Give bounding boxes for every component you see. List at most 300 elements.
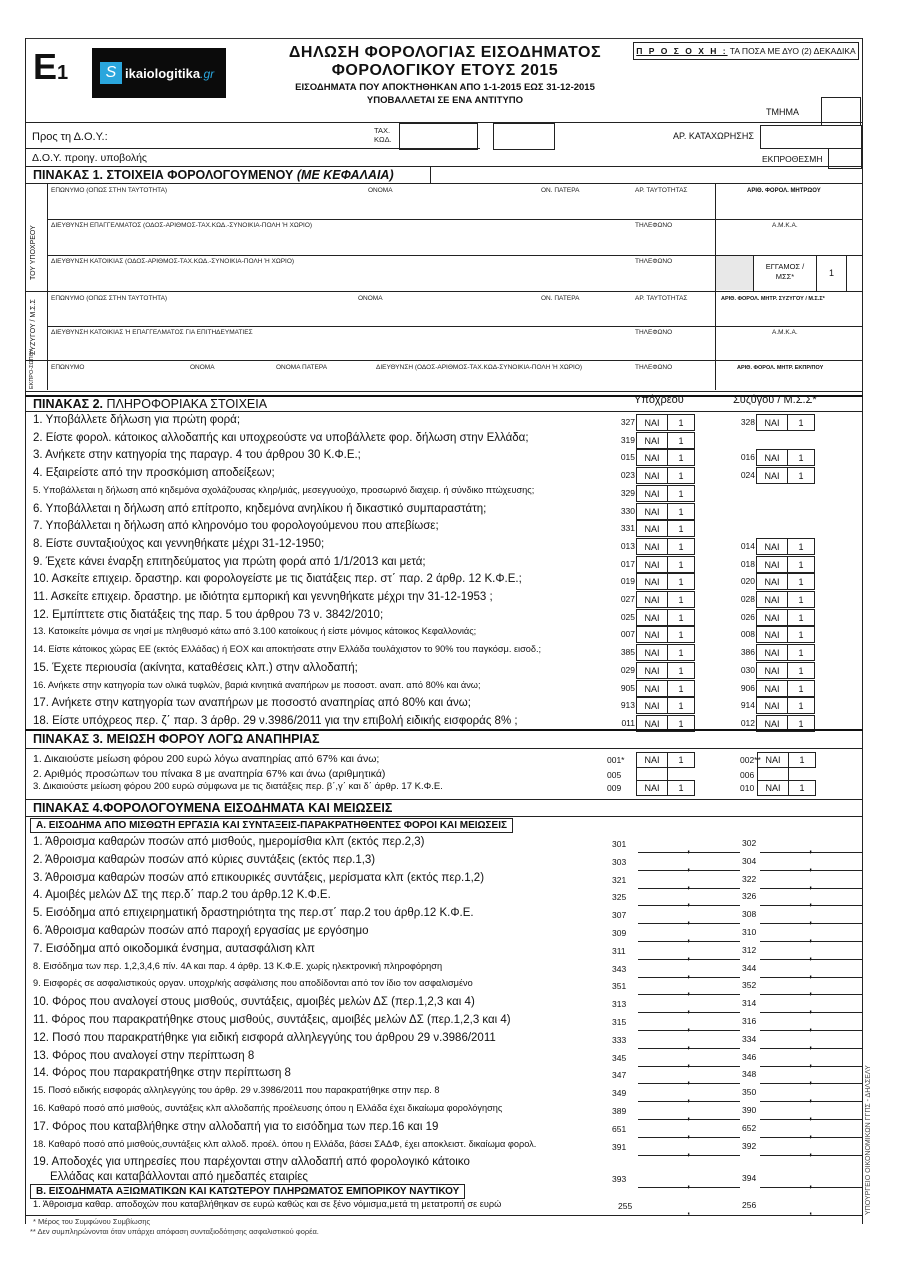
table2-answer-spouse[interactable]	[756, 644, 815, 661]
yes-label: ΝΑΙ	[637, 539, 668, 554]
rep-address-label: ΔΙΕΥΘΥΝΣΗ (ΟΔΟΣ-ΑΡΙΘΜΟΣ-ΤΑΧ.ΚΩΔ-ΣΥΝΟΙΚΙΑ-ΠΟΛΗ Ή ΧΩΡΙΟ)	[376, 364, 583, 371]
table2-answer-spouse[interactable]	[756, 414, 815, 431]
table4-amount-taxpayer[interactable]: ,	[638, 909, 740, 924]
form-subtitle-period: ΕΙΣΟΔΗΜΑΤΑ ΠΟΥ ΑΠΟΚΤΗΘΗΚΑΝ ΑΠΟ 1-1-2015 ΕΩΣ 31-12-2015	[295, 82, 595, 93]
table4-item: 8. Εισόδημα των περ. 1,2,3,4,6 πίν. 4Α και παρ. 4 άρθρ. 13 Κ.Φ.Ε. χωρίς ηλεκτρονική πληροφόρηση	[33, 961, 443, 971]
table4-spouse-code: 310	[742, 927, 757, 937]
yes-label: ΝΑΙ	[757, 557, 788, 572]
form-code: E1	[33, 46, 69, 87]
table2-question: 9. Έχετε κάνει έναρξη επιτηδεύματος για πρώτη φορά από 1/1/2013 και μετά;	[33, 556, 426, 568]
table4-amount-taxpayer[interactable]: ,	[638, 1034, 740, 1049]
table2-answer-taxpayer[interactable]	[636, 449, 695, 466]
table4-spouse-code: 352	[742, 980, 757, 990]
table2-answer-spouse[interactable]	[756, 626, 815, 643]
answer-value[interactable]: 1	[798, 683, 804, 694]
table2-answer-taxpayer[interactable]	[636, 591, 695, 608]
yes-label: ΝΑΙ	[637, 627, 668, 642]
yes-label: ΝΑΙ	[637, 574, 668, 589]
taxpayer-amka-field[interactable]	[716, 230, 861, 254]
tk-label: ΤΑΧ. ΚΩΔ.	[374, 126, 392, 144]
table2-answer-taxpayer[interactable]	[636, 697, 695, 714]
table2-answer-spouse[interactable]	[756, 697, 815, 714]
table4-amount-spouse[interactable]: ,	[760, 1069, 862, 1084]
yes-label: ΝΑΙ	[757, 716, 788, 731]
table4-amount-taxpayer[interactable]: ,	[638, 980, 740, 995]
answer-value[interactable]: 1	[798, 665, 804, 676]
answer-value[interactable]: 1	[798, 594, 804, 605]
table4-amount-spouse[interactable]: ,	[760, 1105, 862, 1120]
table4-amount-taxpayer[interactable]: ,	[638, 891, 740, 906]
rep-surname-label: ΕΠΩΝΥΜΟ	[51, 364, 85, 371]
table4-code: 343	[612, 964, 627, 974]
table4-amount-spouse[interactable]: ,	[760, 1052, 862, 1067]
form-outer-top-border	[25, 38, 863, 39]
answer-value[interactable]: 1	[798, 647, 804, 658]
table4-code: 347	[612, 1070, 627, 1080]
table4-amount-spouse[interactable]: ,	[760, 1087, 862, 1102]
answer-value[interactable]: 1	[798, 559, 804, 570]
table4-amount-spouse[interactable]: ,	[760, 945, 862, 960]
rep-afm-field[interactable]	[716, 373, 861, 390]
yes-label: ΝΑΙ	[757, 645, 788, 660]
table4-item: 5. Εισόδημα από επιχειρηματική δραστηριότητα της περ.στ΄ παρ.2 του άρθρ.12 Κ.Φ.Ε.	[33, 907, 474, 919]
table2-spouse-code: 014	[740, 541, 755, 551]
yes-label: ΝΑΙ	[637, 753, 668, 767]
table3-answer-taxpayer[interactable]	[636, 752, 695, 768]
previous-doy-label: Δ.Ο.Υ. προηγ. υποβολής	[32, 152, 147, 164]
table4-section-a: Α. ΕΙΣΟΔΗΜΑ ΑΠΟ ΜΙΣΘΩΤΗ ΕΡΓΑΣΙΑ ΚΑΙ ΣΥΝΤΑΞΕΙΣ-ΠΑΡΑΚΡΑΤΗΘΕΝΤΕΣ ΦΟΡΟΙ ΚΑΙ ΜΕΙΩΣΕΙΣ	[30, 818, 513, 833]
table2-code: 331	[620, 523, 635, 533]
table2-question: 10. Ασκείτε επιχειρ. δραστηρ. και φορολογείστε με τις διατάξεις περ. στ΄ παρ. 2 άρθρ. 12 Κ.Φ.Ε.;	[33, 573, 522, 585]
table2-answer-taxpayer[interactable]	[636, 644, 695, 661]
table3-answer-taxpayer[interactable]	[636, 780, 695, 796]
table2-answer-spouse[interactable]	[756, 609, 815, 626]
form-title: ΔΗΛΩΣΗ ΦΟΡΟΛΟΓΙΑΣ ΕΙΣΟΔΗΜΑΤΟΣ	[288, 44, 602, 61]
table4-section-b: Β. ΕΙΣΟΔΗΜΑΤΑ ΑΞΙΩΜΑΤΙΚΩΝ ΚΑΙ ΚΑΤΩΤΕΡΟΥ ΠΛΗΡΩΜΑΤΟΣ ΕΜΠΟΡΙΚΟΥ ΝΑΥΤΙΚΟΥ	[30, 1184, 465, 1199]
table4-amount-taxpayer[interactable]: ,	[638, 874, 740, 889]
answer-value[interactable]: 1	[678, 470, 684, 481]
table4-amount-taxpayer[interactable]: ,	[638, 1141, 740, 1156]
table2-code: 013	[620, 541, 635, 551]
table4-code: 651	[612, 1124, 627, 1134]
rep-name-label: ΟΝΟΜΑ	[190, 364, 215, 371]
answer-value[interactable]: 1	[798, 612, 804, 623]
form-subtitle-copies: ΥΠΟΒΑΛΛΕΤΑΙ ΣΕ ΕΝΑ ΑΝΤΙΤΥΠΟ	[366, 95, 524, 106]
yes-label: ΝΑΙ	[637, 521, 668, 536]
answer-value[interactable]: 1	[678, 488, 684, 499]
yes-label: ΝΑΙ	[637, 681, 668, 696]
table4-item: 17. Φόρος που καταβλήθηκε στην αλλοδαπή για το εισόδημα των περ.16 και 19	[33, 1121, 439, 1133]
rep-afm-label: ΑΡΙΘ. ΦΟΡΟΛ. ΜΗΤΡ. ΕΚΠΡ/ΠΟΥ	[737, 365, 824, 371]
taxpayer-phone-label: ΤΗΛΕΦΩΝΟ	[635, 222, 673, 229]
yes-label: ΝΑΙ	[637, 592, 668, 607]
yes-label: ΝΑΙ	[637, 415, 668, 430]
spouse-name-label: ΟΝΟΜΑ	[358, 295, 383, 302]
table2-question: 14. Είστε κάτοικος χώρας ΕΕ (εκτός Ελλάδας) ή ΕΟΧ και αποκτήσατε στην Ελλάδα τουλάχιστον το 90% του παγκόσμ. εισοδ.;	[33, 644, 542, 654]
table2-question: 2. Είστε φορολ. κάτοικος αλλοδαπής και υποχρεούστε να υποβάλλετε φορ. δήλωση στην Ελλάδα;	[33, 432, 529, 444]
table4-code: 391	[612, 1142, 627, 1152]
table2-code: 017	[620, 559, 635, 569]
table4-spouse-code: 322	[742, 874, 757, 884]
table2-question: 8. Είστε συνταξιούχος και γεννηθήκατε μέχρι 31-12-1950;	[33, 538, 325, 550]
table2-spouse-code: 906	[740, 683, 755, 693]
married-divider	[846, 255, 847, 291]
table4-amount-taxpayer[interactable]: ,	[638, 1105, 740, 1120]
table4-spouse-code: 308	[742, 909, 757, 919]
spouse-surname-field[interactable]	[48, 304, 714, 325]
table2-question: 3. Ανήκετε στην κατηγορία της παραγρ. 4 του άρθρου 30 Κ.Φ.Ε.;	[33, 449, 361, 461]
table2-question: 17. Ανήκετε στην κατηγορία των αναπήρων με ποσοστό αναπηρίας από 80% και άνω;	[33, 697, 471, 709]
table4-spouse-code: 334	[742, 1034, 757, 1044]
taxpayer-father-label: ΟΝ. ΠΑΤΕΡΑ	[541, 187, 580, 194]
table2-answer-taxpayer[interactable]	[636, 414, 695, 431]
taxpayer-home-address-field[interactable]	[48, 266, 628, 290]
table2-answer-taxpayer[interactable]	[636, 467, 695, 484]
table4-amount-spouse[interactable]: ,	[760, 963, 862, 978]
table2-answer-taxpayer[interactable]	[636, 662, 695, 679]
table4-code: 307	[612, 910, 627, 920]
table2-question: 13. Κατοικείτε μόνιμα σε νησί με πληθυσμό κάτω από 3.100 κατοίκους ή είστε μόνιμος κάτοικος Κεφαλλονιάς;	[33, 626, 477, 636]
taxpayer-surname-field[interactable]	[48, 196, 714, 219]
table4-amount-spouse[interactable]: ,	[760, 1034, 862, 1049]
answer-value[interactable]	[789, 768, 815, 780]
table4-amount-taxpayer[interactable]: ,	[638, 927, 740, 942]
table2-answer-taxpayer[interactable]	[636, 538, 695, 555]
registration-number-field[interactable]	[760, 125, 862, 149]
answer-value[interactable]: 1	[799, 755, 805, 765]
answer-value[interactable]: 1	[798, 417, 804, 428]
table2-answer-taxpayer[interactable]	[636, 432, 695, 449]
table4-amount-spouse[interactable]: ,	[760, 1141, 862, 1156]
table4-amount-spouse[interactable]: ,	[760, 998, 862, 1013]
table2-header-underline	[25, 411, 863, 412]
answer-value[interactable]: 1	[678, 612, 684, 623]
table4-amount-spouse[interactable]: ,	[760, 927, 862, 942]
yes-label: ΝΑΙ	[757, 468, 788, 483]
yes-label: ΝΑΙ	[637, 504, 668, 519]
yes-label: ΝΑΙ	[757, 698, 788, 713]
table4-item: 1. Άθροισμα καθαρών ποσών από μισθούς, ημερομίσθια κλπ (εκτός περ.2,3)	[33, 836, 425, 848]
taxpayer-phone2-label: ΤΗΛΕΦΩΝΟ	[635, 258, 673, 265]
table2-answer-spouse[interactable]	[756, 556, 815, 573]
table4-amount-taxpayer[interactable]: ,	[638, 1173, 740, 1188]
yes-label: ΝΑΙ	[757, 574, 788, 589]
table4-amount-taxpayer[interactable]: ,	[638, 998, 740, 1013]
answer-value[interactable]: 1	[799, 783, 805, 793]
table4-code: 349	[612, 1088, 627, 1098]
table4-amount-spouse[interactable]: ,	[760, 891, 862, 906]
table2-answer-taxpayer[interactable]	[636, 520, 695, 537]
decimals-notice: Π Ρ Ο Σ Ο Χ Η : ΤΑ ΠΟΣΑ ΜΕ ΔΥΟ (2) ΔΕΚΑΔΙΚΑ	[633, 42, 859, 60]
table2-code: 023	[620, 470, 635, 480]
table4-code: 321	[612, 875, 627, 885]
table3-question: 3. Δικαιούστε μείωση φόρου 200 ευρώ σύμφωνα με τις διατάξεις περ. β΄,γ΄ και δ΄ άρθρ. 17 Κ.Φ.Ε.	[33, 781, 443, 792]
table2-answer-taxpayer[interactable]	[636, 609, 695, 626]
answer-value[interactable]: 1	[678, 700, 684, 711]
table4-b-amount-taxpayer[interactable]: ,	[687, 1206, 690, 1217]
spouse-address-label: ΔΙΕΥΘΥΝΣΗ ΚΑΤΟΙΚΙΑΣ Ή ΕΠΑΓΓΕΛΜΑΤΟΣ ΓΙΑ ΕΠΙΤΗΔΕΥΜΑΤΙΕΣ	[51, 329, 253, 336]
rep-details-field[interactable]	[48, 373, 714, 390]
table4-code: 345	[612, 1053, 627, 1063]
answer-value[interactable]	[668, 768, 694, 780]
table2-spouse-code: 028	[740, 594, 755, 604]
yes-label: ΝΑΙ	[637, 557, 668, 572]
taxpayer-business-address-field[interactable]	[48, 230, 628, 254]
table4-code: 351	[612, 981, 627, 991]
table3-answer-spouse[interactable]	[757, 780, 816, 796]
table4-b-item: 1. Άθροισμα καθαρ. αποδοχών που καταβλήθηκαν σε ευρώ καθώς και σε ξένο νόμισμα,μετά τη μετατροπή σε ευρώ	[33, 1199, 502, 1209]
table4-amount-spouse[interactable]: ,	[760, 1173, 862, 1188]
answer-value[interactable]: 1	[678, 541, 684, 552]
table2-spouse-code: 008	[740, 629, 755, 639]
table2-answer-taxpayer[interactable]	[636, 680, 695, 697]
table3-spouse-code: 010	[740, 783, 755, 793]
table4-code: 315	[612, 1017, 627, 1027]
table4-spouse-code: 652	[742, 1123, 757, 1133]
table4-b-amount-spouse[interactable]: ,	[809, 1206, 812, 1217]
married-shaded-cell	[716, 256, 753, 290]
rep-father-label: ΟΝΟΜΑ ΠΑΤΕΡΑ	[276, 364, 328, 371]
table2-code: 027	[620, 594, 635, 604]
table2-spouse-code: 018	[740, 559, 755, 569]
table4-spouse-code: 348	[742, 1069, 757, 1079]
table2-spouse-code: 328	[740, 417, 755, 427]
table4-amount-taxpayer[interactable]: ,	[638, 838, 740, 853]
answer-value[interactable]: 1	[678, 452, 684, 463]
table2-answer-taxpayer[interactable]	[636, 626, 695, 643]
table4-spouse-code: 344	[742, 963, 757, 973]
section-divider	[25, 391, 863, 392]
table2-code: 330	[620, 506, 635, 516]
table2-question: 7. Υποβάλλεται η δήλωση από κληρονόμο του φορολογούμενου που απεβίωσε;	[33, 520, 439, 532]
table2-title: ΠΙΝΑΚΑΣ 2. ΠΛΗΡΟΦΟΡΙΑΚΑ ΣΤΟΙΧΕΙΑ	[33, 397, 268, 411]
table4-spouse-code: 302	[742, 838, 757, 848]
spouse-father-label: ΟΝ. ΠΑΤΕΡΑ	[541, 295, 580, 302]
tk-field-2[interactable]	[493, 123, 555, 150]
row-divider	[47, 326, 862, 327]
table2-question: 16. Ανήκετε στην κατηγορία των ολικά τυφλών, βαριά κινητικά αναπήρων με ποσοστ. αναπ. από 80% και άνω;	[33, 680, 481, 690]
table4-item: 12. Ποσό που παρακρατήθηκε για ειδική εισφορά αλληλεγγύης του άρθρου 29 ν.3986/2011	[33, 1032, 496, 1044]
taxpayer-id-label: ΑΡ. ΤΑΥΤΟΤΗΤΑΣ	[635, 187, 688, 194]
table4-amount-spouse[interactable]: ,	[760, 1123, 862, 1138]
table4-item: 19. Αποδοχές για υπηρεσίες που παρέχονται στην αλλοδαπή από φορολογικό κάτοικο	[33, 1156, 470, 1168]
yes-label: ΝΑΙ	[757, 415, 788, 430]
answer-value[interactable]: 1	[678, 594, 684, 605]
table4-b-spouse-code: 256	[742, 1200, 757, 1210]
table4-item: 3. Άθροισμα καθαρών ποσών από επικουρικές συντάξεις, μερίσματα κλπ (εκτός περ.1,2)	[33, 872, 485, 884]
table2-code: 385	[620, 647, 635, 657]
table4-item: 10. Φόρος που αναλογεί στους μισθούς, συντάξεις, αμοιβές μελών ΔΣ (περ.1,2,3 και 4)	[33, 996, 475, 1008]
table3-code: 009	[607, 783, 622, 793]
spouse-afm-label: ΑΡΙΘ. ΦΟΡΟΛ. ΜΗΤΡ. ΣΥΖΥΓΟΥ / Μ.Σ.Σ*	[721, 296, 825, 302]
table2-answer-taxpayer[interactable]	[636, 503, 695, 520]
table4-spouse-code: 390	[742, 1105, 757, 1115]
tk-field-1[interactable]	[399, 123, 478, 150]
table4-spouse-code: 312	[742, 945, 757, 955]
answer-value[interactable]: 1	[798, 470, 804, 481]
table1-title-box-right	[430, 167, 431, 184]
answer-value[interactable]: 1	[678, 783, 684, 793]
table2-col-spouse: Συζύγου / Μ.Σ.Σ*	[733, 394, 817, 406]
table4-amount-taxpayer[interactable]: ,	[638, 963, 740, 978]
answer-value[interactable]: 1	[798, 629, 804, 640]
answer-value[interactable]: 1	[798, 700, 804, 711]
yes-label: ΝΑΙ	[637, 698, 668, 713]
table2-answer-taxpayer[interactable]	[636, 556, 695, 573]
answer-value[interactable]: 1	[678, 647, 684, 658]
table4-spouse-code: 346	[742, 1052, 757, 1062]
yes-label: ΝΑΙ	[757, 592, 788, 607]
table4-amount-taxpayer[interactable]: ,	[638, 1069, 740, 1084]
spouse-address-field[interactable]	[48, 337, 628, 359]
answer-value[interactable]: 1	[798, 452, 804, 463]
table2-answer-taxpayer[interactable]	[636, 485, 695, 502]
table2-code: 319	[620, 435, 635, 445]
table4-spouse-code: 350	[742, 1087, 757, 1097]
yes-label	[637, 768, 668, 780]
table4-title: ΠΙΝΑΚΑΣ 4.ΦΟΡΟΛΟΓΟΥΜΕΝΑ ΕΙΣΟΔΗΜΑΤΑ ΚΑΙ ΜΕΙΩΣΕΙΣ	[33, 801, 393, 815]
table4-header-underline	[25, 816, 863, 817]
table4-item: 16. Καθαρό ποσό από μισθούς, συντάξεις κλπ αλλοδαπής προέλευσης όπου η Ελλάδα έχει δικαίωμα φορολόγησης	[33, 1103, 503, 1113]
table4-amount-taxpayer[interactable]: ,	[638, 1123, 740, 1138]
table2-question: 18. Είστε υπόχρεος περ. ζ΄ παρ. 3 άρθρ. 29 ν.3986/2011 για την επιβολή ειδικής εισφοράς 8% ;	[33, 715, 518, 727]
table4-item: 13. Φόρος που αναλογεί στην περίπτωση 8	[33, 1050, 255, 1062]
answer-value[interactable]: 1	[678, 559, 684, 570]
answer-value[interactable]: 1	[678, 683, 684, 694]
table2-question: 5. Υποβάλλεται η δήλωση από κηδεμόνα σχολάζουσας κληρ/μιάς, μεσεγγυούχο, προσωρινό διαχειρ. ή σύνδικο πτώχευσης;	[33, 485, 535, 495]
table2-answer-spouse[interactable]	[756, 680, 815, 697]
prev-doy-underline	[25, 166, 863, 167]
table4-amount-spouse[interactable]: ,	[760, 874, 862, 889]
footnote-2: ** Δεν συμπληρώνονται όταν υπάρχει απόφαση συνταξιοδότησης ασφαλιστικού φορέα.	[30, 1227, 319, 1236]
side-label-representative: ΕΚΠΡΟ-ΣΩΠΟΥ	[29, 348, 35, 389]
yes-label: ΝΑΙ	[637, 450, 668, 465]
yes-label: ΝΑΙ	[637, 433, 668, 448]
table4-item: 4. Αμοιβές μελών ΔΣ της περ.δ΄ παρ.2 του άρθρ.12 Κ.Φ.Ε.	[33, 889, 331, 901]
spouse-phone-label: ΤΗΛΕΦΩΝΟ	[635, 329, 673, 336]
table4-item-cont: Ελλάδας και καταβάλλονται από ημεδαπές εταιρίες	[50, 1171, 308, 1183]
table3-answer-spouse[interactable]	[757, 752, 816, 768]
table4-amount-spouse[interactable]: ,	[760, 909, 862, 924]
table4-amount-taxpayer[interactable]: ,	[638, 1052, 740, 1067]
table1-title: ΠΙΝΑΚΑΣ 1. ΣΤΟΙΧΕΙΑ ΦΟΡΟΛΟΓΟΥΜΕΝΟΥ (ΜΕ ΚΕΦΑΛΑΙΑ)	[33, 168, 394, 182]
yes-label: ΝΑΙ	[757, 627, 788, 642]
table2-answer-spouse[interactable]	[756, 449, 815, 466]
rep-phone-label: ΤΗΛΕΦΩΝΟ	[635, 364, 673, 371]
table2-code: 327	[620, 417, 635, 427]
table2-question: 12. Εμπίπτετε στις διατάξεις της παρ. 5 του άρθρου 73 ν. 3842/2010;	[33, 609, 384, 621]
answer-value[interactable]: 1	[798, 576, 804, 587]
logo	[92, 48, 226, 98]
tmima-label: ΤΜΗΜΑ	[766, 107, 799, 117]
table4-spouse-code: 304	[742, 856, 757, 866]
table3-question: 2. Αριθμός προσώπων του πίνακα 8 με αναπηρία 67% και άνω (αριθμητικά)	[33, 768, 386, 780]
table2-code: 029	[620, 665, 635, 675]
table3-spouse-code: 002**	[740, 755, 761, 765]
table2-code: 329	[620, 488, 635, 498]
answer-value[interactable]: 1	[678, 718, 684, 729]
table2-code: 905	[620, 683, 635, 693]
table4-item: 18. Καθαρό ποσό από μισθούς,συντάξεις κλπ αλλοδ. προέλ. όπου η Ελλάδα, βάσει ΣΑΔΦ, έχει αποκλειστ. δικαίωμα φορολ.	[33, 1139, 537, 1149]
logo-text: ikaiologitika.gr	[125, 65, 215, 81]
table3-answer-spouse[interactable]	[757, 767, 815, 781]
table4-spouse-code: 316	[742, 1016, 757, 1026]
answer-value[interactable]: 1	[678, 576, 684, 587]
section-divider	[25, 360, 863, 361]
table3-header-underline	[25, 748, 863, 749]
footnote-1: * Μέρος του Συμφώνου Συμβίωσης	[33, 1217, 151, 1226]
table4-amount-spouse[interactable]: ,	[760, 838, 862, 853]
married-label: ΕΓΓΑΜΟΣ / ΜΣΣ*	[765, 262, 805, 281]
taxpayer-amka-label: Α.Μ.Κ.Α.	[772, 222, 798, 229]
table2-spouse-code: 012	[740, 718, 755, 728]
table3-question: 1. Δικαιούστε μείωση φόρου 200 ευρώ λόγω αναπηρίας από 67% και άνω;	[33, 753, 380, 765]
table2-answer-spouse[interactable]	[756, 591, 815, 608]
table2-answer-spouse[interactable]	[756, 573, 815, 590]
answer-value[interactable]: 1	[678, 629, 684, 640]
spouse-amka-field[interactable]	[716, 337, 861, 359]
table4-amount-spouse[interactable]: ,	[760, 980, 862, 995]
answer-value[interactable]: 1	[678, 417, 684, 428]
yes-label: ΝΑΙ	[757, 663, 788, 678]
married-value[interactable]: 1	[828, 268, 834, 278]
spouse-afm-field[interactable]	[716, 304, 861, 325]
row-divider	[47, 219, 862, 220]
table3-spouse-code: 006	[740, 770, 755, 780]
answer-value[interactable]: 1	[798, 541, 804, 552]
table4-item: 9. Εισφορές σε ασφαλιστικούς οργαν. υποχρ/κής ασφάλισης που αποδίδονται από τον ίδιο τον ασφαλισμένο	[33, 978, 473, 988]
yes-label: ΝΑΙ	[637, 781, 668, 795]
answer-value[interactable]: 1	[678, 506, 684, 517]
doy-label: Προς τη Δ.Ο.Υ.:	[32, 131, 108, 143]
table4-item: 11. Φόρος που παρακρατήθηκε στους μισθούς, συντάξεις, αμοιβές μελών ΔΣ (περ.1,2,3 και 4)	[33, 1014, 511, 1026]
table2-answer-taxpayer[interactable]	[636, 573, 695, 590]
table4-spouse-code: 314	[742, 998, 757, 1008]
answer-value[interactable]: 1	[678, 755, 684, 765]
table2-spouse-code: 914	[740, 700, 755, 710]
answer-value[interactable]: 1	[678, 523, 684, 534]
table4-amount-spouse[interactable]: ,	[760, 856, 862, 871]
table4-amount-taxpayer[interactable]: ,	[638, 856, 740, 871]
table3-answer-taxpayer[interactable]	[636, 767, 694, 781]
form-title-year: ΦΟΡΟΛΟΓΙΚΟΥ ΕΤΟΥΣ 2015	[331, 62, 559, 79]
answer-value[interactable]: 1	[678, 435, 684, 446]
table4-amount-taxpayer[interactable]: ,	[638, 1016, 740, 1031]
table2-spouse-code: 030	[740, 665, 755, 675]
taxpayer-afm-field[interactable]	[716, 196, 861, 219]
table4-amount-taxpayer[interactable]: ,	[638, 945, 740, 960]
table2-code: 025	[620, 612, 635, 622]
table2-question: 1. Υποβάλλετε δήλωση για πρώτη φορά;	[33, 414, 241, 426]
yes-label: ΝΑΙ	[757, 539, 788, 554]
answer-value[interactable]: 1	[678, 665, 684, 676]
yes-label: ΝΑΙ	[637, 610, 668, 625]
table4-item: 7. Εισόδημα από οικοδομικά ένσημα, αυτασφάλιση κλπ	[33, 943, 315, 955]
table3-title: ΠΙΝΑΚΑΣ 3. ΜΕΙΩΣΗ ΦΟΡΟΥ ΛΟΓΩ ΑΝΑΠΗΡΙΑΣ	[33, 732, 320, 746]
table3-code: 005	[607, 770, 622, 780]
answer-value[interactable]: 1	[798, 718, 804, 729]
taxpayer-home-address-label: ΔΙΕΥΘΥΝΣΗ ΚΑΤΟΙΚΙΑΣ (ΟΔΟΣ-ΑΡΙΘΜΟΣ-ΤΑΧ.ΚΩΔ.-ΣΥΝΟΙΚΙΑ-ΠΟΛΗ Ή ΧΩΡΙΟ)	[51, 258, 295, 265]
table4-amount-spouse[interactable]: ,	[760, 1016, 862, 1031]
table2-answer-spouse[interactable]	[756, 538, 815, 555]
table4-amount-taxpayer[interactable]: ,	[638, 1087, 740, 1102]
table4-code: 311	[612, 946, 626, 956]
table4-code: 303	[612, 857, 627, 867]
table2-answer-spouse[interactable]	[756, 662, 815, 679]
table2-code: 913	[620, 700, 635, 710]
table2-code: 011	[621, 718, 635, 728]
table2-answer-spouse[interactable]	[756, 467, 815, 484]
